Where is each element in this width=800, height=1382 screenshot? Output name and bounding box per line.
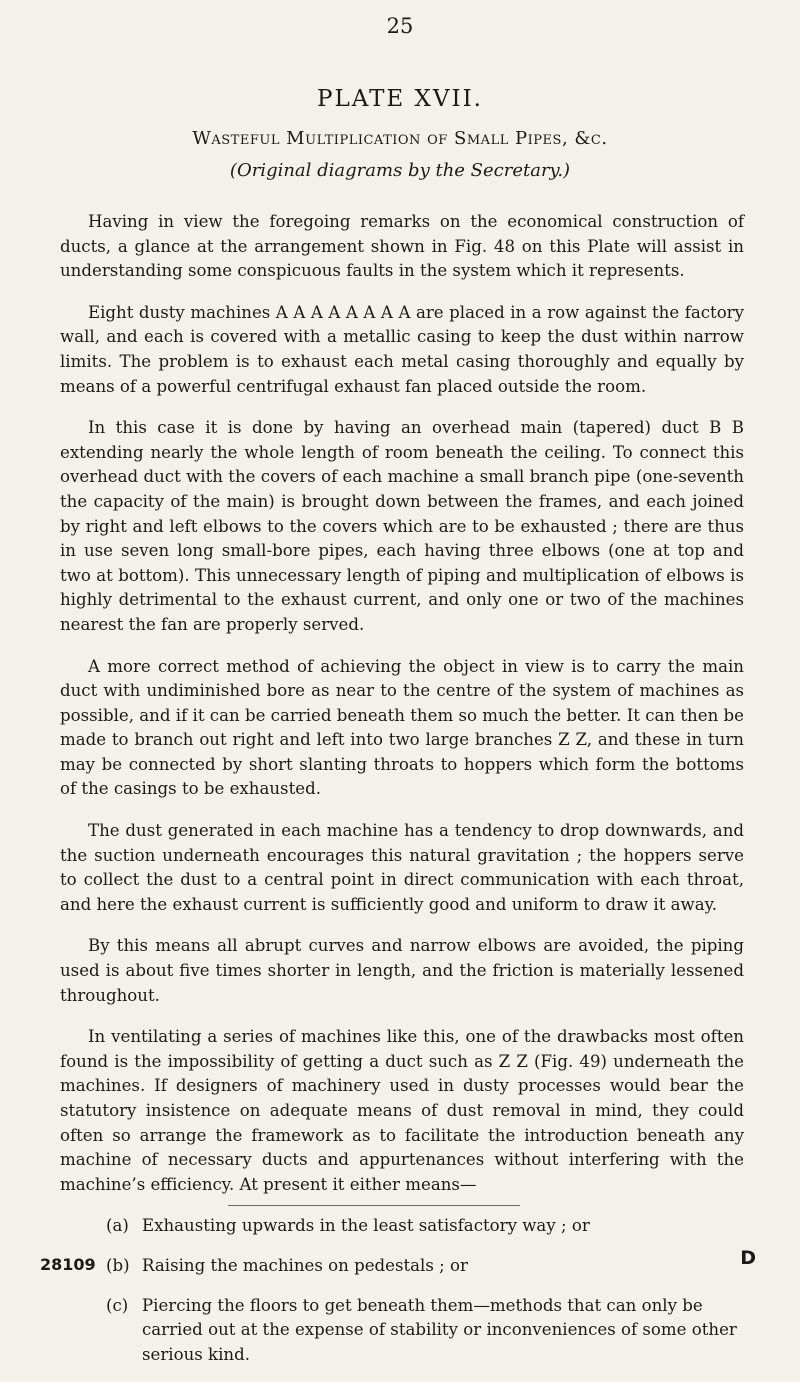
diagram-credit: (Original diagrams by the Secretary.) [229, 160, 571, 181]
plate-title: PLATE XVII. [316, 86, 483, 112]
paragraph: Eight dusty machines A A A A A A A A are placed in a row against the factory wall, and each is covered with a metallic casing to keep the dust within narrow limits. The problem is to exhaust each metal casing thoroughly and equally by means of a powerful centrifugal exhaust fan placed outside the room. [60, 302, 744, 396]
list-text: Exhausting upwards in the least satisfactory way ; or [142, 1216, 590, 1236]
divider-rule [228, 1205, 520, 1206]
alternatives-list [60, 1214, 744, 1367]
list-item [60, 1294, 744, 1368]
list-text: Piercing the floors to get beneath them—methods that can only be carried out at the expense of stability or inconveniences of some other serious kind. [142, 1295, 737, 1364]
plate-subtitle: Wasteful Multiplication of Small Pipes, &c. [192, 128, 608, 149]
body-text [60, 210, 744, 1382]
list-marker: (c) [106, 1295, 129, 1315]
list-item [60, 1254, 744, 1279]
printer-signature-number: 28109 [40, 1255, 96, 1274]
list-item [60, 1214, 744, 1239]
list-marker: (b) [106, 1255, 130, 1275]
paragraph: By this means all abrupt curves and narrow elbows are avoided, the piping used is about five times shorter in length, and the friction is materially lessened throughout. [60, 936, 744, 1005]
list-text: Raising the machines on pedestals ; or [142, 1255, 468, 1275]
paragraph: A more correct method of achieving the object in view is to carry the main duct with undiminished bore as near to the centre of the system of machines as possible, and if it can be carried beneath them so much the better. It can then be made to branch out right and left into two large branches Z Z, and these in turn may be connected by short slanting throats to hoppers which form the bottoms of the casings to be exhausted. [60, 656, 744, 799]
gathering-letter: D [740, 1247, 756, 1269]
paragraph: In this case it is done by having an overhead main (tapered) duct B B extending nearly the whole length of room beneath the ceiling. To connect this overhead duct with the covers of each machine a small branch pipe (one-seventh the capacity of the main) is brought down between the frames, and each joined by right and left elbows to the covers which are to be exhausted ; there are thus in use seven long small-bore pipes, each having three elbows (one at top and two at bottom). This unnecessary length of piping and multiplication of elbows is highly detrimental to the exhaust current, and only one or two of the machines nearest the fan are properly served. [60, 418, 744, 634]
paragraph: In ventilating a series of machines like this, one of the drawbacks most often found is the impossibility of getting a duct such as Z Z (Fig. 49) underneath the machines. If designers of machinery used in dusty processes would bear the statutory insistence on adequate means of dust removal in mind, they could often so arrange the framework as to facilitate the introduction beneath any machine of necessary ducts and appurtenances without interfering with the machine’s efficiency. At present it either means— [60, 1027, 744, 1194]
list-marker: (a) [106, 1216, 129, 1236]
paragraph: The dust generated in each machine has a tendency to drop downwards, and the suction underneath encourages this natural gravitation ; the hoppers serve to collect the dust to a central point in direct communication with each throat, and here the exhaust current is sufficiently good and uniform to draw it away. [60, 821, 744, 914]
paragraph: Having in view the foregoing remarks on the economical construction of ducts, a glance at the arrangement shown in Fig. 48 on this Plate will assist in understanding some conspicuous faults in the system which it represents. [60, 212, 744, 281]
page-number: 25 [386, 14, 414, 38]
